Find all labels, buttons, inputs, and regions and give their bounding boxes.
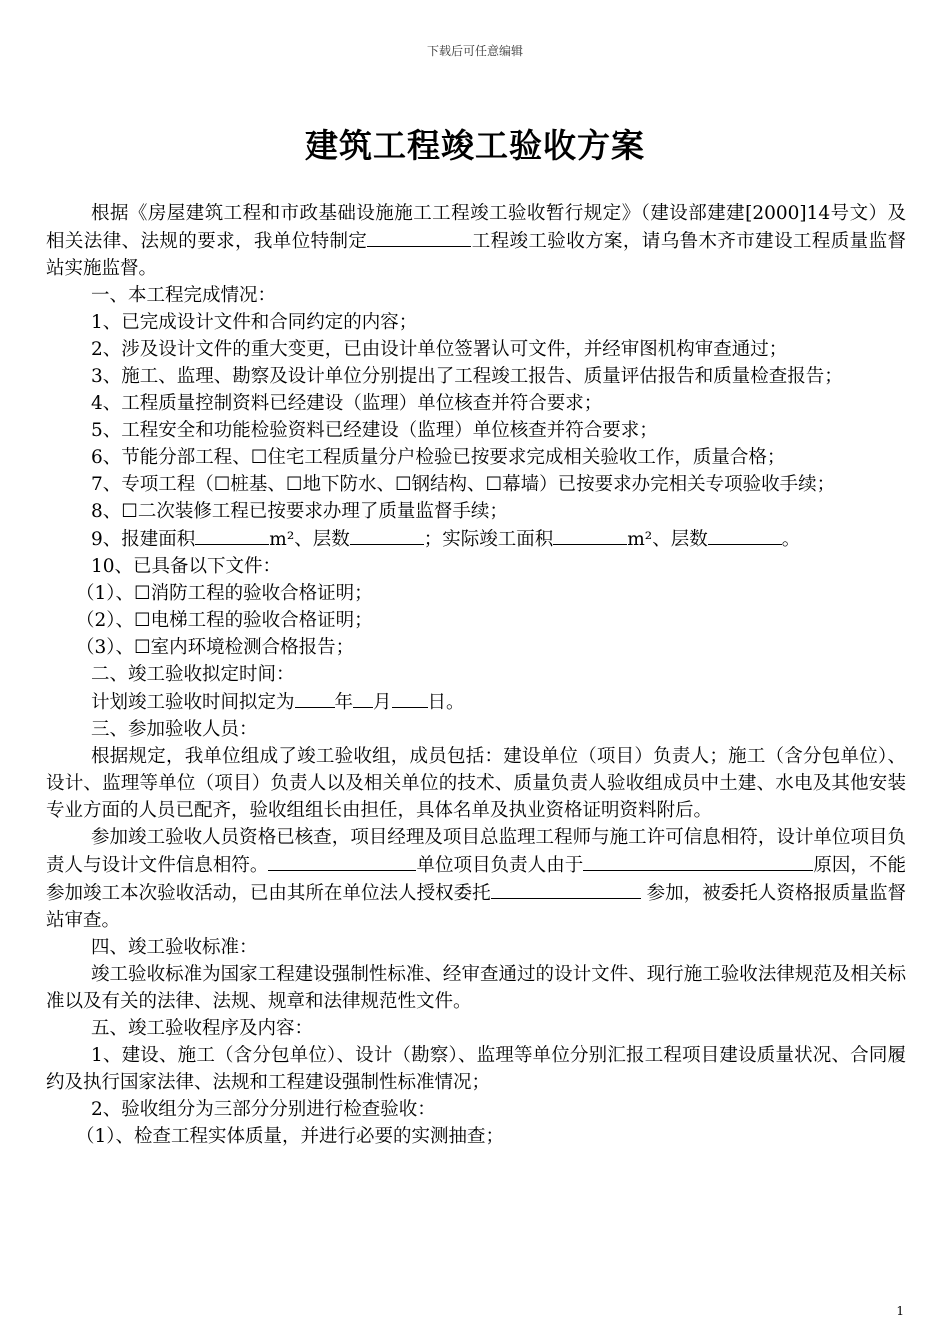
list-item: 7、专项工程（☐桩基、☐地下防水、☐钢结构、☐幕墙）已按要求办完相关专项验收手续； [91, 474, 836, 495]
page-header: 下载后可任意编辑 [426, 44, 523, 58]
section-heading-5: 五、竣工验收程序及内容： [91, 1018, 314, 1039]
list-item: （1）、检查工程实体质量，并进行必要的实测抽查； [76, 1126, 505, 1147]
section-heading-3: 三、参加验收人员： [91, 719, 258, 740]
paragraph: 根据规定，我单位组成了竣工验收组，成员包括：建设单位（项目）负责人；施工（含分包单位）、设计、监理等单位（项目）负责人以及相关单位的技术、质量负责人验收组成员中土建、水电及其他安装专业方面的人员已配齐，验收组组长由担任，具体名单及执业资格证明资料附后。 [46, 746, 906, 821]
delegate-blank [491, 879, 641, 899]
intro-paragraph: 根据《房屋建筑工程和市政基础设施施工工程竣工验收暂行规定》（建设部建建[2000]14号文）及相关法律、法规的要求，我单位特制定 工程竣工验收方案，请乌鲁木齐市建设工程质量监督站实施监督。 [46, 203, 906, 279]
planned-area-blank [195, 525, 269, 545]
month-blank [353, 688, 373, 708]
list-item: 1、已完成设计文件和合同约定的内容； [91, 312, 418, 333]
section-heading-4: 四、竣工验收标准： [91, 937, 258, 958]
list-item: 1、建设、施工（含分包单位）、设计（勘察）、监理等单位分别汇报工程项目建设质量状况、合同履约及执行国家法律、法规和工程建设强制性标准情况； [46, 1045, 906, 1093]
actual-floors-blank [708, 525, 782, 545]
list-item: 3、施工、监理、勘察及设计单位分别提出了工程竣工报告、质量评估报告和质量检查报告； [91, 366, 843, 387]
section-heading-1: 一、本工程完成情况： [91, 285, 277, 306]
file-item: （2）、☐电梯工程的验收合格证明； [76, 610, 373, 631]
planned-date-line: 计划竣工验收时间拟定为 年 月 日。 [46, 688, 906, 716]
list-item: 2、验收组分为三部分分别进行检查验收： [91, 1099, 436, 1120]
personnel-paragraph: 参加竣工验收人员资格已核查，项目经理及项目总监理工程师与施工许可信息相符，设计单位项目负责人与设计文件信息相符。 单位项目负责人由于 原因，不能参加竣工本次验收活动，已由其所在单位法人授权委托 参加，被委托人资格报质量监督站审查。 [46, 827, 906, 931]
section-heading-2: 二、竣工验收拟定时间： [91, 664, 295, 685]
year-blank [295, 688, 335, 708]
page-number: 1 [896, 1304, 904, 1318]
unit-name-blank [268, 851, 416, 871]
reason-blank [583, 851, 813, 871]
list-item: 10、已具备以下文件： [91, 556, 282, 577]
list-item: 4、工程质量控制资料已经建设（监理）单位核查并符合要求； [91, 393, 603, 414]
project-name-blank [367, 227, 471, 247]
file-item: （3）、☐室内环境检测合格报告； [76, 637, 355, 658]
day-blank [392, 688, 428, 708]
list-item: 5、工程安全和功能检验资料已经建设（监理）单位核查并符合要求； [91, 420, 658, 441]
document-title: 建筑工程竣工验收方案 [305, 126, 645, 165]
document-body [46, 200, 906, 1150]
list-item: 2、涉及设计文件的重大变更，已由设计单位签署认可文件，并经审图机构审查通过； [91, 339, 788, 360]
list-item: 8、☐二次装修工程已按要求办理了质量监督手续； [91, 501, 508, 522]
actual-area-blank [553, 525, 627, 545]
list-item: 6、节能分部工程、☐住宅工程质量分户检验已按要求完成相关验收工作，质量合格； [91, 447, 786, 468]
area-floors-line: 9、报建面积 m²、层数 ；实际竣工面积 m²、层数 。 [46, 525, 906, 553]
paragraph: 竣工验收标准为国家工程建设强制性标准、经审查通过的设计文件、现行施工验收法律规范及相关标准以及有关的法律、法规、规章和法律规范性文件。 [46, 964, 906, 1012]
planned-floors-blank [350, 525, 424, 545]
file-item: （1）、☐消防工程的验收合格证明； [76, 583, 373, 604]
